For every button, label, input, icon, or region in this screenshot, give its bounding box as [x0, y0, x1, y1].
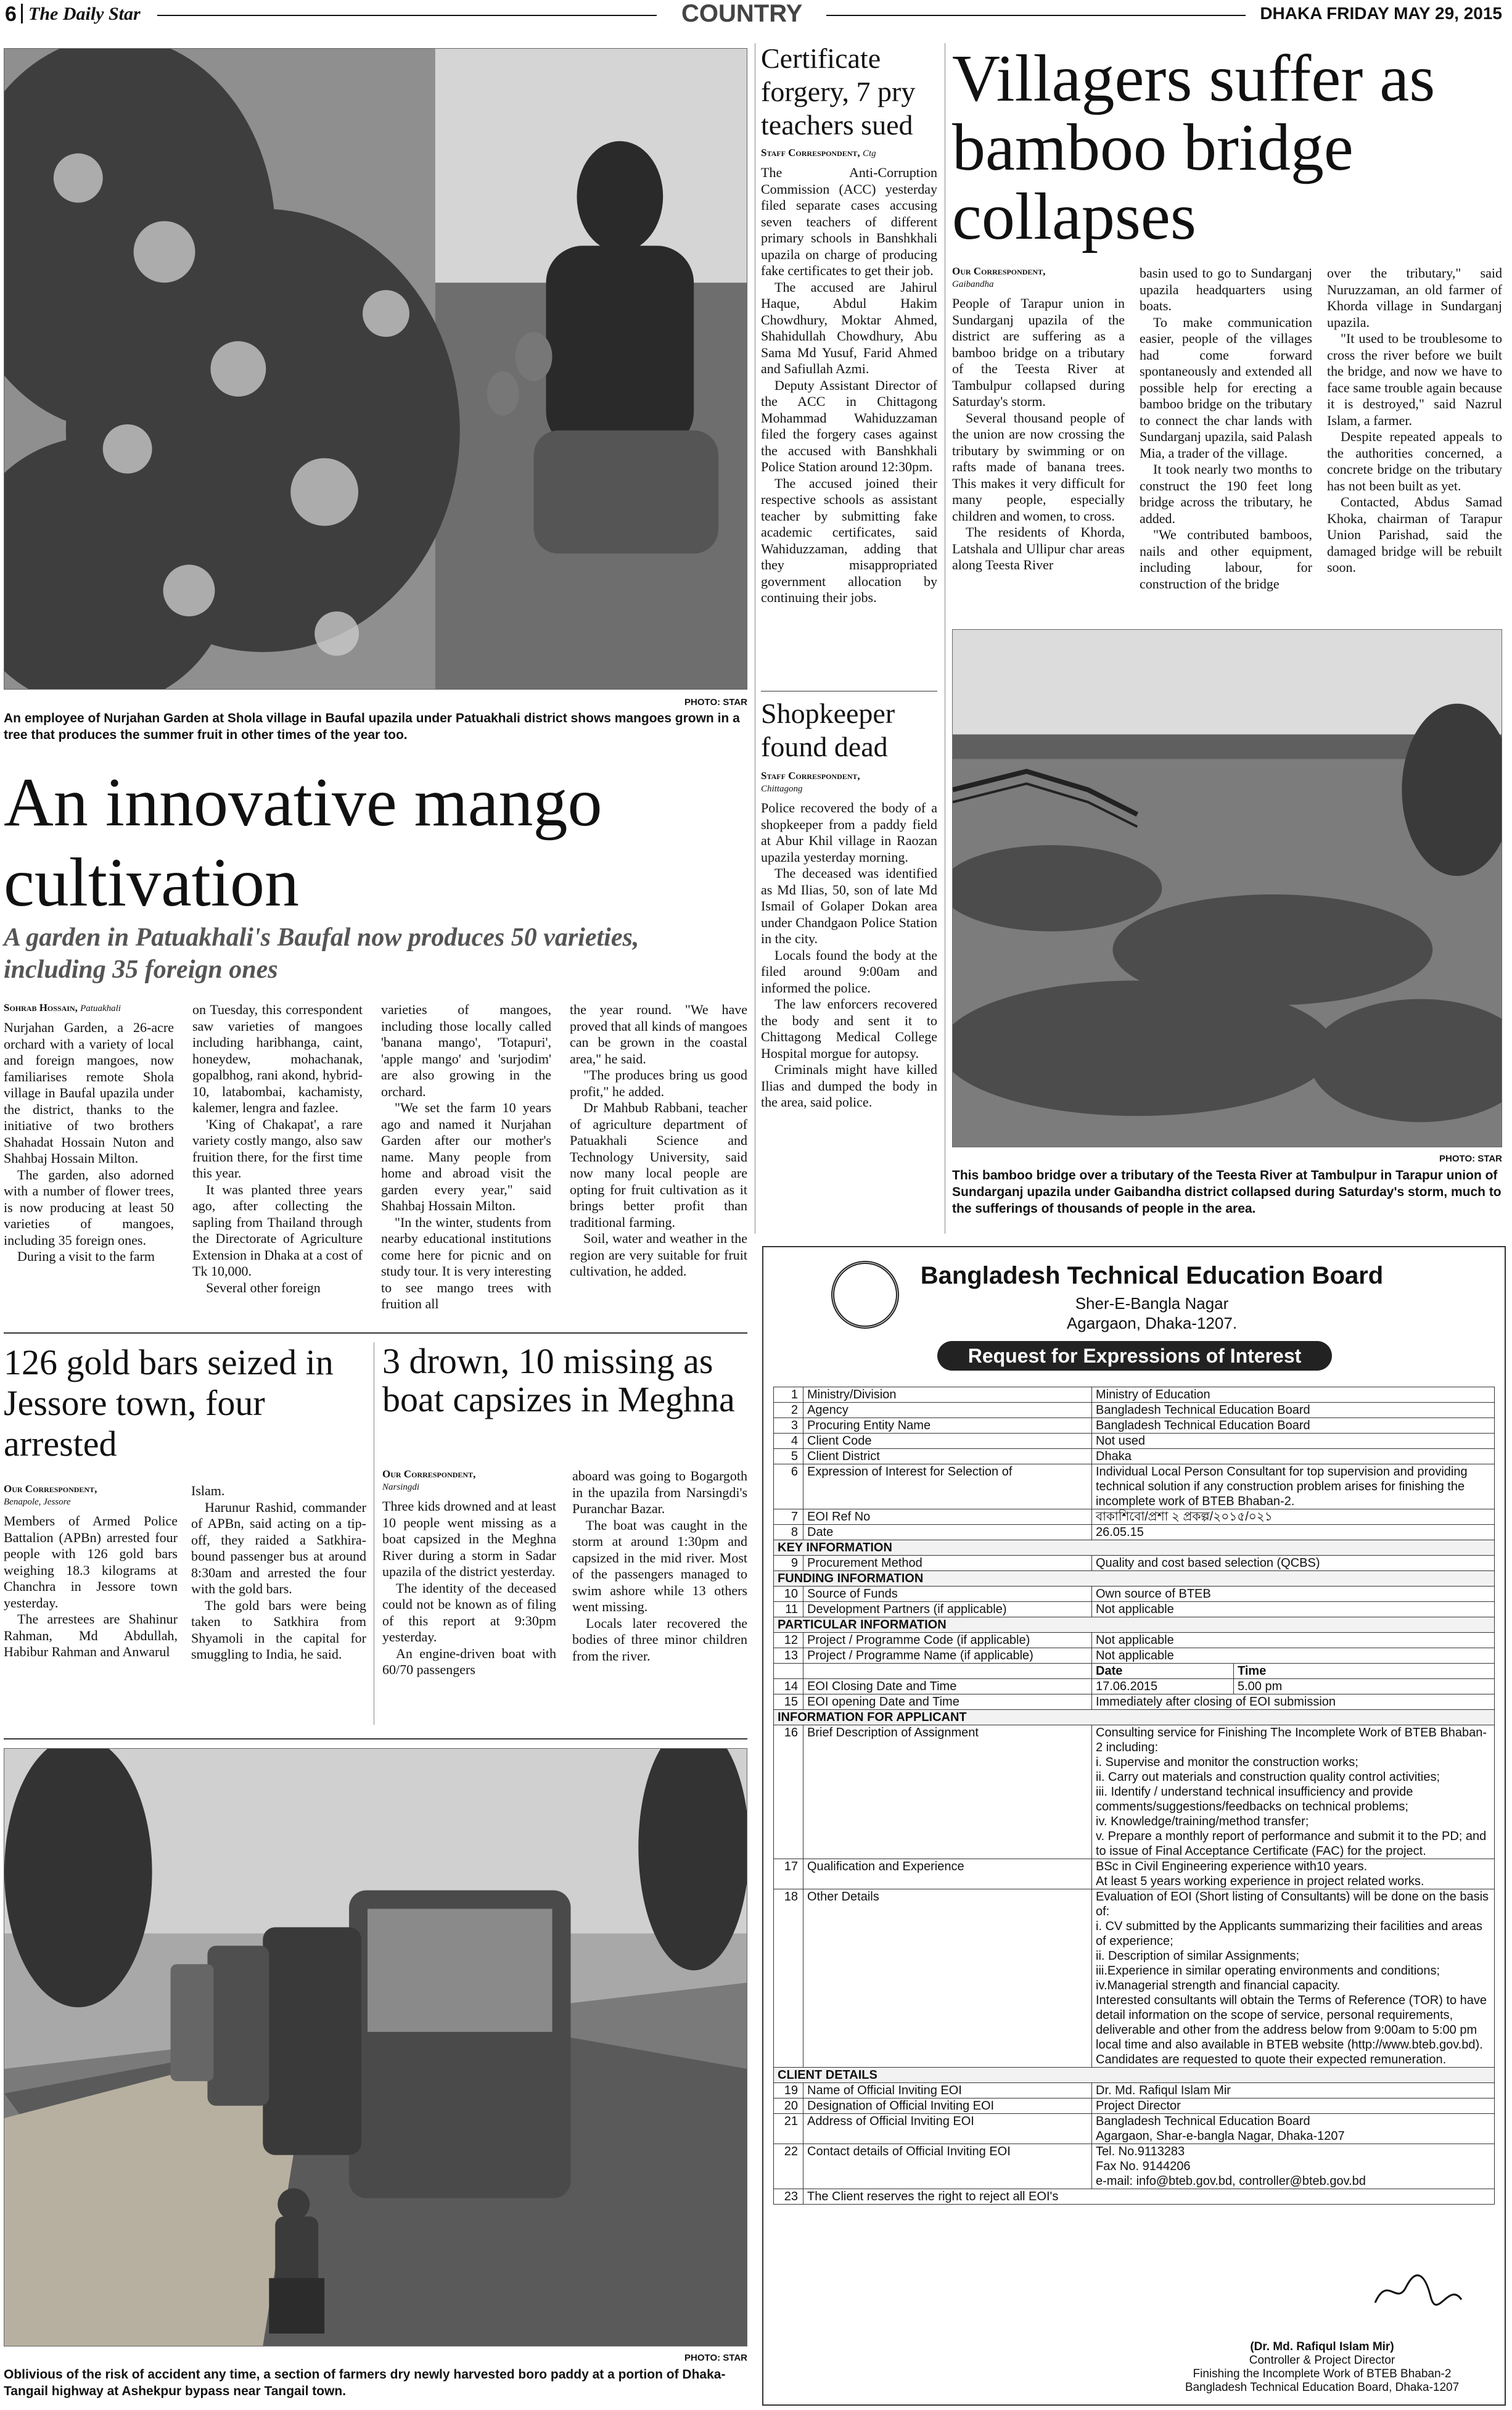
bridge-photo-credit: PHOTO: STAR [1439, 1153, 1502, 1164]
paddy-photo-caption: Oblivious of the risk of accident any time, a section of farmers dry newly harvested boro paddy at a portion of Dhaka-Tangail highway at Ashekpur bypass near Tangail town. [4, 2367, 726, 2398]
signatory-project: Finishing the Incomplete Work of BTEB Bhaban-2 [1193, 2367, 1452, 2380]
shopkeeper-headline: Shopkeeper found dead [761, 698, 895, 762]
table-row: 7 EOI Ref No বাকাশিবো/প্রশা ২ প্রকল্প/২০১৫/০২১ [774, 1509, 1495, 1525]
table-row: 2 Agency Bangladesh Technical Education Board [774, 1403, 1495, 1418]
mango-photo-credit: PHOTO: STAR [684, 697, 747, 708]
table-row: 22 Contact details of Official Inviting EOI Tel. No.9113283 Fax No. 9144206 e-mail: info@bteb.gov.bd, controller@bteb.gov.bd [774, 2144, 1495, 2189]
mango-column-4: the year round. "We have proved that all kinds of mangoes can be grown in the coastal area," he said. "The produces bring us good profit," he added. Dr Mahbub Rabbani, teacher of agriculture department of Patuakhali Science and Technology University, said now many local people are opting for fruit cultivation as it brings better profit than traditional farming. Soil, water and weather in the region are very suitable for fruit cultivation, he added. [570, 1002, 747, 1279]
section-row: KEY INFORMATION [774, 1540, 1495, 1556]
boat-headline: 3 drown, 10 missing as boat capsizes in Meghna [382, 1341, 735, 1419]
bteb-logo-icon [831, 1261, 899, 1329]
signatory-name: (Dr. Md. Rafiqul Islam Mir) [1250, 2340, 1394, 2353]
table-row: 13 Project / Programme Name (if applicable) Not applicable [774, 1648, 1495, 1664]
signatory-org: Bangladesh Technical Education Board, Dhaka-1207 [1185, 2381, 1460, 2394]
table-row: 17 Qualification and Experience BSc in Civil Engineering experience with10 years. At least 5 years working experience in project related works. [774, 1859, 1495, 1889]
section-row: CLIENT DETAILS [774, 2068, 1495, 2083]
table-row: Date Time [774, 1664, 1495, 1679]
table-row: 15 EOI opening Date and Time Immediately after closing of EOI submission [774, 1694, 1495, 1710]
boat-byline: Our Correspondent, Narsingdi [382, 1468, 476, 1492]
bteb-org-name: Bangladesh Technical Education Board [920, 1262, 1384, 1289]
table-row: 8 Date 26.05.15 [774, 1525, 1495, 1540]
bridge-photo [952, 629, 1502, 1147]
table-row: 12 Project / Programme Code (if applicable) Not applicable [774, 1633, 1495, 1648]
table-row: 5 Client District Dhaka [774, 1449, 1495, 1464]
signature [1369, 2269, 1468, 2312]
table-row: 3 Procuring Entity Name Bangladesh Technical Education Board [774, 1418, 1495, 1434]
forgery-headline: Certificate forgery, 7 pry teachers sued [761, 43, 916, 141]
eoi-banner: Request for Expressions of Interest [937, 1341, 1332, 1371]
table-row: 21 Address of Official Inviting EOI Bangladesh Technical Education Board Agargaon, Shar-e-bangla Nagar, Dhaka-1207 [774, 2114, 1495, 2144]
mango-column-3: varieties of mangoes, including those locally called 'banana mango', 'Totapuri', 'apple mango' and 'surjodim' are also growing in the orchard. "We set the farm 10 years ago and named it Nurjahan Garden after our mother's name. Many people from home and abroad visit the garden every year," said Shahbaj Hossain Milton. "In the winter, students from nearby educational institutions come here for picnic and on study tour. It is very interesting to see mango trees with fruition all [381, 1002, 551, 1311]
signatory-title: Controller & Project Director [1249, 2354, 1395, 2367]
eoi-table-wrap [773, 1387, 1495, 2205]
section-row: PARTICULAR INFORMATION [774, 1617, 1495, 1633]
gold-column-2: Islam. Harunur Rashid, commander of APBn, said acting on a tip-off, they raided a Satkhira-bound passenger bus at around 8:30am and arrested the four with the gold bars. The gold bars were being taken to Satkhira from Shyamoli in the capital for smuggling to India, he said. [191, 1483, 366, 1662]
mango-headline: An innovative mango cultivation [4, 764, 602, 921]
divider [4, 1738, 747, 1739]
bteb-address-line-1: Sher-E-Bangla Nagar [1075, 1294, 1229, 1313]
mango-subhead: A garden in Patuakhali's Baufal now produces 50 varieties, including 35 foreign ones [4, 923, 639, 984]
paddy-highway-photo [4, 1748, 747, 2346]
table-row: 23 The Client reserves the right to reject all EOI's [774, 2189, 1495, 2205]
table-row: 16 Brief Description of Assignment Consulting service for Finishing The Incomplete Work of BTEB Bhaban-2 including: i. Supervise and monitor the construction works; ii. Carry out materials and construction quality control activities; iii. Identify / understand technical insufficiency and provide comments/suggestions/feedbacks on technical problems; iv. Knowledge/training/method transfer; v. Prepare a monthly report of performance and submit it to the PD; and to issue of Final Acceptance Certificate (FAC) for the project. [774, 1725, 1495, 1859]
bteb-eoi-advertisement [762, 1246, 1506, 2406]
bridge-byline: Our Correspondent, Gaibandha [952, 265, 1046, 289]
mango-column-1: Sohrab Hossain, Patuakhali Nurjahan Garden, a 26-acre orchard with a variety of local and foreign mangoes, now familiarises remote Shola village in Baufal upazila under the district, thanks to the initiative of two brothers Shahadat Hossain Nuton and Shahbaj Hossain Milton. The garden, also adorned with a number of flower trees, is now producing at least 50 varieties of mangoes, including 35 foreign ones. During a visit to the farm [4, 1002, 174, 1264]
table-row: 10 Source of Funds Own source of BTEB [774, 1587, 1495, 1602]
table-row: 20 Designation of Official Inviting EOI Project Director [774, 2098, 1495, 2114]
bridge-column-1: Our Correspondent, Gaibandha People of Tarapur union in Sundarganj upazila of the district are suffering as a bamboo bridge on a tributary of the Teesta River at Tambulpur collapsed during Saturday's storm. Several thousand people of the union are now crossing the tributary by swimming or on rafts made of banana trees. This makes it very difficult for many people, especially children and women, to cross. The residents of Khorda, Latshala and Ullipur char areas along Teesta River [952, 265, 1125, 572]
bridge-column-3: over the tributary," said Nuruzzaman, an old farmer of Khorda village in Sundarganj upazila. "It used to be troublesome to cross the river before we built the bridge, and now we have to face same trouble again because it is destroyed," said Nazrul Islam, a farmer. Despite repeated appeals to the authorities concerned, a concrete bridge on the tributary has not been built as yet. Contacted, Abdus Samad Khoka, chairman of Tarapur Union Parishad, said the damaged bridge will be rebuilt soon. [1327, 265, 1502, 575]
boat-column-2: aboard was going to Bogargoth in the upazila from Narsingdi's Puranchar Bazar. The boat was caught in the storm at around 1:30pm and capsized in the mid river. Most of the passengers managed to swim ashore while 13 others went missing. Locals later recovered the bodies of three minor children from the river. [572, 1468, 747, 1664]
dateline: DHAKA FRIDAY MAY 29, 2015 [1260, 4, 1502, 23]
masthead [0, 0, 1512, 31]
table-row: 11 Development Partners (if applicable) Not applicable [774, 1602, 1495, 1617]
forgery-byline: Staff Correspondent, Ctg [761, 147, 876, 159]
shopkeeper-column: Staff Correspondent, Chittagong Police recovered the body of a shopkeeper from a paddy field at Abur Khil village in Raozan upazila yesterday morning. The deceased was identified as Md Ilias, 50, son of late Md Ismail of Golaper Dokan area under Chandgaon Police Station in the city. Locals found the body at the filed around 9:00am and informed the police. The law enforcers recovered the body and sent it to Chittagong Medical College Hospital morgue for autopsy. Criminals might have killed Ilias and dumped the body in the area, said police. [761, 770, 937, 1110]
bteb-address-line-2: Agargaon, Dhaka-1207. [1066, 1314, 1238, 1332]
bridge-photo-caption: This bamboo bridge over a tributary of the Teesta River at Tambulpur in Tarapur union of Sundarganj upazila under Gaibandha district collapsed during Saturday's storm, much to the sufferings of thousands of people in the area. [952, 1168, 1502, 1216]
bridge-column-2: basin used to go to Sundarganj upazila headquarters using boats. To make communication easier, people of the villages had come forward spontaneously and extended all possible help for erecting a bamboo bridge on the tributary to connect the char lands with Sundarganj upazila, said Palash Mia, a trader of the village. It took nearly two months to construct the 190 feet long bridge across the tributary, he added. "We contributed bamboos, nails and other equipment, including labour, for construction of the bridge [1140, 265, 1312, 592]
gold-headline: 126 gold bars seized in Jessore town, four arrested [4, 1342, 334, 1464]
table-row: 6 Expression of Interest for Selection of Individual Local Person Consultant for top supervision and providing technical solution if any construction problem arises for finishing the incomplete work of BTEB Bhaban-2. [774, 1464, 1495, 1509]
section-row: FUNDING INFORMATION [774, 1571, 1495, 1587]
table-row: 18 Other Details Evaluation of EOI (Short listing of Consultants) will be done on the basis of: i. CV submitted by the Applicants summarizing their facilities and areas of experience; ii. Description of similar Assignments; iii.Experience in similar operating environments and conditions; iv.Managerial strength and financial capacity. Interested consultants will obtain the Terms of Reference (TOR) to have detail information on the scope of service, personal requirements, deliverable and other from the address below from 9:00am to 5:00 pm local time and also available in BTEB website (http://www.bteb.gov.bd). Candidates are requested to quote their expected remuneration. [774, 1889, 1495, 2068]
paper-name-logo: The Daily Star [28, 4, 141, 24]
boat-column-1: Our Correspondent, Narsingdi Three kids drowned and at least 10 people went missing as a boat capsized in the Meghna River during a storm in Sadar upazila of the district yesterday. The identity of the deceased could not be known as of filing of this report at 9:30pm yesterday. An engine-driven boat with 60/70 passengers [382, 1468, 556, 1677]
section-title: COUNTRY [681, 0, 803, 27]
table-row: 9 Procurement Method Quality and cost based selection (QCBS) [774, 1556, 1495, 1571]
bridge-headline: Villagers suffer as bamboo bridge collapses [952, 42, 1436, 254]
mango-photo-caption: An employee of Nurjahan Garden at Shola village in Baufal upazila under Patuakhali district shows mangoes grown in a tree that produces the summer fruit in other times of the year too. [4, 711, 740, 742]
gold-byline: Our Correspondent, Benapole, Jessore [4, 1483, 97, 1507]
paddy-photo-credit: PHOTO: STAR [684, 2353, 747, 2363]
table-row: 1 Ministry/Division Ministry of Education [774, 1387, 1495, 1403]
eoi-table [773, 1387, 1495, 2205]
shopkeeper-byline: Staff Correspondent, Chittagong [761, 770, 860, 794]
divider [4, 1332, 747, 1334]
table-row: 14 EOI Closing Date and Time 17.06.2015 5.00 pm [774, 1679, 1495, 1694]
forgery-column: Staff Correspondent, Ctg The Anti-Corruption Commission (ACC) yesterday filed separate cases accusing seven teachers of different primary schools in Banshkhali upazila on charge of producing fake certificates to get their job. The accused are Jahirul Haque, Abdul Hakim Chowdhury, Moktar Ahmed, Shahidullah Chowdhury, Abu Sama Md Yusuf, Farid Ahmed and Safiullah Azmi. Deputy Assistant Director of the ACC in Chittagong Mohammad Wahiduzzaman filed the forgery cases against the accused with Banshkhali Police Station around 12:30pm. The accused joined their respective schools as assistant teacher by submitting fake academic certificates, said Wahiduzzaman, adding that they misappropriated government allocation by continuing their jobs. [761, 147, 937, 605]
page-number: 6 [5, 2, 17, 26]
signatory-block [1149, 2340, 1495, 2395]
table-row: 19 Name of Official Inviting EOI Dr. Md. Rafiqul Islam Mir [774, 2083, 1495, 2098]
section-row: INFORMATION FOR APPLICANT [774, 1710, 1495, 1725]
mango-column-2: on Tuesday, this correspondent saw varieties of mangoes including haribhanga, caint, honeydew, mohachanak, gopalbhog, rani akond, hybrid-10, latabombai, kachamisty, kalemer, lengra and fazlee. 'King of Chakapat', a rare variety costly mango, also saw fruition there, for the first time this year. It was planted three years ago, after collecting the sapling from Thailand through the Directorate of Agriculture Extension in Dhaka at a cost of Tk 10,000. Several other foreign [192, 1002, 363, 1295]
table-row: 4 Client Code Not used [774, 1434, 1495, 1449]
mango-byline: Sohrab Hossain, Patuakhali [4, 1002, 121, 1013]
mango-photo [4, 48, 747, 690]
gold-column-1: Our Correspondent, Benapole, Jessore Members of Armed Police Battalion (APBn) arrested four people with 126 gold bars weighing 18.3 kilograms at Chanchra in Jessore town yesterday. The arrestees are Shahinur Rahman, Md Abdullah, Habibur Rahman and Anwarul [4, 1483, 178, 1659]
